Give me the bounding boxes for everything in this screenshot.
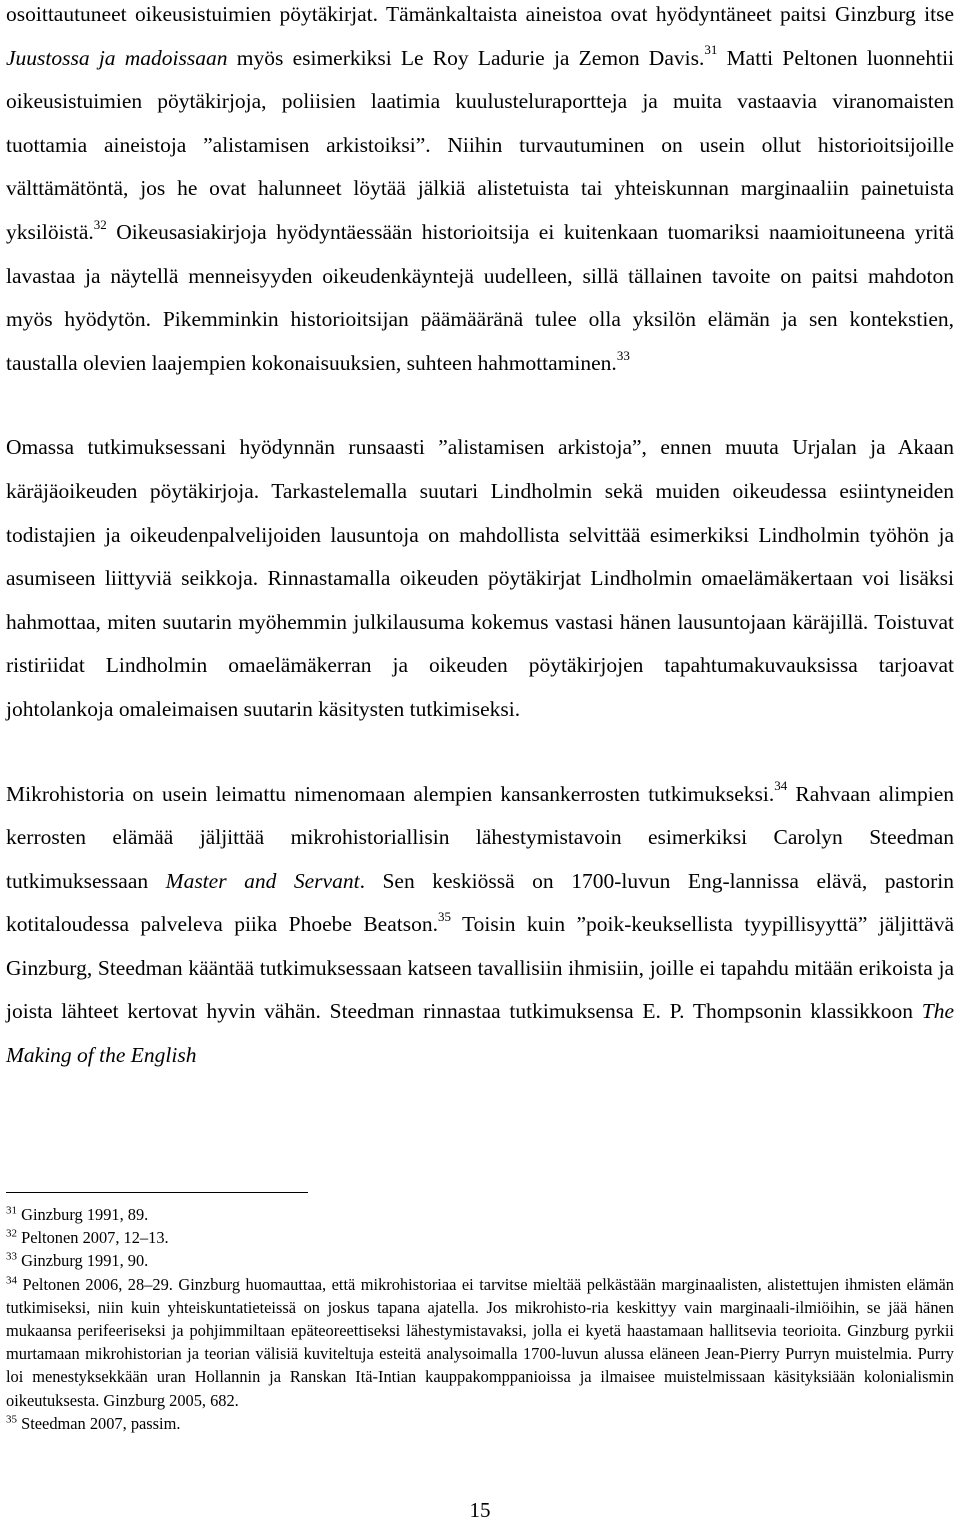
footnote-number: 35 [6,1413,17,1426]
footnote-text: Peltonen 2006, 28–29. Ginzburg huomauttaa, että mikrohistoriaa ei tarvitse mieltää pelkästään marginaalisten, alistettujen ihmisten elämän tutkimiseksi, niin kuin yhteiskuntatieteissä on joskus tapana ajatella. Jos mikrohisto-ria keskittyy vain marginaali-ilmiöihin, se jää hänen mukaansa perifeeriseksi ja pohjimmiltaan epäteoreettiseksi lähestymistavaksi, jolla ei kyetä haastamaan hallitsevia teorioita. Ginzburg pyrkii murtamaan mikrohistorian ja teorian välisiä kuviteltuja esteitä analysoimalla 1700-luvun alussa eläneen Jean-Pierry Purryn muistelmia. Purry loi menestyksekkään uran Hollannin ja Ranskan Itä-Intian kauppakomppanioissa ja ilmaisee muistelmissaan käsityksiään kolonialismin oikeutuksesta. Ginzburg 2005, 682. [6,1274,954,1410]
paragraph-gap [6,732,954,773]
footnotes [6,1203,954,1435]
footnote-31 [6,1203,954,1226]
footnote-separator [6,1192,308,1193]
footnote-number: 32 [6,1227,17,1240]
italic-title: Master and Servant [165,868,360,893]
footnote-reference: 35 [437,909,451,925]
italic-title: The Making of the English [6,999,954,1068]
body-text [6,0,954,1078]
footnote-reference: 34 [774,778,788,794]
footnote-reference: 32 [93,216,107,232]
footnote-text: Steedman 2007, passim. [21,1413,181,1433]
footnote-text: Peltonen 2007, 12–13. [21,1228,169,1248]
page-number: 15 [469,1498,491,1522]
paragraph-1 [6,0,954,385]
paragraph-gap [6,385,954,426]
paragraph-3 [6,773,954,1078]
text-run: osoittautuneet oikeusistuimien pöytäkirjat. Tämänkaltaista aineistoa ovat hyödyntäneet paitsi Ginzburg itse [6,2,954,26]
footnote-text: Ginzburg 1991, 90. [21,1251,149,1271]
text-run: Omassa tutkimuksessani hyödynnän runsaasti ”alistamisen arkistoja”, ennen muuta Urjalan ja Akaan käräjäoikeuden pöytäkirjoja. Tarkastelemalla suutari Lindholmin sekä muiden oikeudessa esiintyneiden todistajien ja oikeudenpalvelijoiden lausuntoja on mahdollista selvittää esimerkiksi Lindholmin työhön ja asumiseen liittyviä seikkoja. Rinnastamalla oikeuden pöytäkirjat Lindholmin omaelämäkertaan voi lisäksi hahmottaa, miten suutarin myöhemmin julkilausuma kokemus vastasi hänen lausuntojaan käräjillä. Toistuvat ristiriidat Lindholmin omaelämäkerran ja oikeuden pöytäkirjojen tapahtumakuvauksissa tarjoavat johtolankoja omaleimaisen suutarin käsitysten tutkimiseksi. [6,435,954,721]
paragraph-2 [6,426,954,731]
footnote-32 [6,1226,954,1249]
footnote-reference: 33 [616,347,630,363]
footnote-33 [6,1249,954,1272]
text-run: Rahvaan alimpien kerrosten elämää jäljittää mikrohistoriallisin lähestymistavoin esimerkiksi Carolyn Steedman tutkimuksessaan [6,781,954,893]
footnote-reference: 31 [704,42,718,58]
text-run: Oikeusasiakirjoja hyödyntäessään historioitsija ei kuitenkaan tuomariksi naamioituneena yritä lavastaa ja näytellä menneisyyden oikeudenkäyntejä uudelleen, sillä tällainen tavoite on paitsi mahdoton myös hyödytön. Pikemminkin historioitsijan päämääränä tulee olla yksilön elämän ja sen kontekstien, taustalla olevien laajempien kokonaisuuksien, suhteen hahmottaminen. [6,219,954,375]
footnote-number: 33 [6,1250,17,1263]
footnote-34 [6,1273,954,1412]
footnote-number: 34 [6,1274,17,1287]
text-run: myös esimerkiksi Le Roy Ladurie ja Zemon Davis. [227,45,705,70]
text-run: Toisin kuin ”poik-keuksellista tyypillisyyttä” jäljittävä Ginzburg, Steedman kääntää tutkimuksessaan katseen tavallisiin ihmisiin, joille ei tapahdu mitään erikoista ja joista lähteet kertovat hyvin vähän. Steedman rinnastaa tutkimuksensa E. P. Thompsonin klassikkoon [6,912,954,1024]
footnote-text: Ginzburg 1991, 89. [21,1205,149,1224]
text-run: Mikrohistoria on usein leimattu nimenomaan alempien kansankerrosten tutkimukseksi. [6,781,775,806]
footnote-number: 31 [6,1204,17,1217]
italic-title: Juustossa ja madoissaan [6,45,228,70]
text-run: Matti Peltonen luonnehtii oikeusistuimien pöytäkirjoja, poliisien laatimia kuulusteluraportteja ja muita vastaavia viranomaisten tuottamia aineistoja ”alistamisen arkistoiksi”. Niihin turvautuminen on usein ollut historioitsijoille välttämätöntä, jos he ovat halunneet löytää jälkiä alistetuista tai yhteiskunnan marginaaliin painetuista yksilöistä. [6,45,955,244]
text-run: . Sen keskiössä on 1700-luvun Eng-lannissa elävä, pastorin kotitaloudessa palveleva piika Phoebe Beatson. [6,868,954,937]
footnote-35 [6,1412,954,1435]
